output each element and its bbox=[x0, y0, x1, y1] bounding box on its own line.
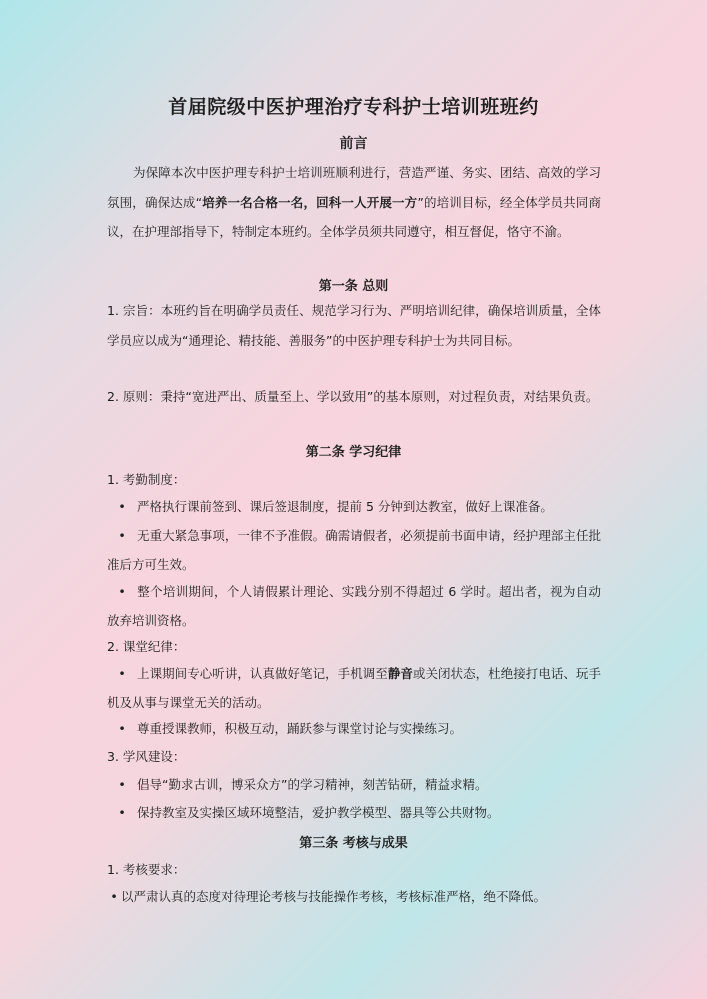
bullet-icon: • bbox=[118, 777, 126, 792]
document-title: 首届院级中医护理治疗专科护士培训班班约 bbox=[168, 96, 539, 118]
bullet-icon: • bbox=[110, 889, 118, 904]
list-item bbox=[107, 798, 601, 827]
preface-paragraph bbox=[107, 158, 601, 247]
article3-heading: 第三条 考核与成果 bbox=[299, 836, 408, 851]
list-item bbox=[107, 882, 601, 911]
article2-sub2: 2. 课堂纪律： bbox=[107, 639, 186, 654]
bullet-icon: • bbox=[118, 528, 126, 543]
list-item bbox=[107, 770, 601, 799]
article1-item1: 1. 宗旨：本班约旨在明确学员责任、规范学习行为、严明培训纪律，确保培训质量，全体学员应以成为“通理论、精技能、善服务”的中医护理专科护士为共同目标。 bbox=[107, 303, 601, 348]
list-item bbox=[107, 492, 601, 521]
list-item-text: 倡导“勤求古训，博采众方”的学习精神，刻苦钻研，精益求精。 bbox=[137, 777, 488, 792]
article1-heading: 第一条 总则 bbox=[318, 279, 389, 294]
article3-sub1: 1. 考核要求： bbox=[107, 862, 186, 877]
list-item-text: 或关闭状态，杜绝接打电话、玩手机及从事与课堂无关的活动。 bbox=[107, 666, 601, 710]
list-item-text: 整个培训期间，个人请假累计理论、实践分别不得超过 6 学时。超出者，视为自动放弃培训资格。 bbox=[107, 584, 601, 628]
preface-heading: 前言 bbox=[339, 136, 368, 152]
list-item-text: 保持教室及实操区域环境整洁，爱护教学模型、器具等公共财物。 bbox=[137, 805, 500, 820]
list-item-text: 尊重授课教师，积极互动，踊跃参与课堂讨论与实操练习。 bbox=[137, 721, 463, 736]
article2-heading: 第二条 学习纪律 bbox=[305, 445, 402, 460]
bullet-icon: • bbox=[118, 805, 126, 820]
list-item bbox=[107, 714, 601, 743]
preface-goal-bold: 培养一名合格一名，回科一人开展一方 bbox=[202, 194, 418, 210]
preface-text-a: 为保障本次中医护理专科护士培训班顺利进行，营造严谨、务实、团结、高效的学习氛围，确保达成“ bbox=[107, 165, 601, 210]
preface-text-b: ”的培训目标，经全体学员共同商议，在护理部指导下，特制定本班约。全体学员须共同遵守，相互督促，恪守不渝。 bbox=[107, 194, 601, 239]
list-item-text: 以严肃认真的态度对待理论考核与技能操作考核，考核标准严格，绝不降低。 bbox=[121, 889, 547, 904]
article1-item2: 2. 原则：秉持“宽进严出、质量至上、学以致用”的基本原则，对过程负责，对结果负责。 bbox=[107, 389, 599, 404]
list-item bbox=[107, 521, 601, 579]
article2-sub3: 3. 学风建设： bbox=[107, 749, 186, 764]
list-item bbox=[107, 577, 601, 635]
list-item-text: 上课期间专心听讲，认真做好笔记，手机调至 bbox=[137, 666, 388, 681]
list-item bbox=[107, 659, 601, 717]
list-item-text: 无重大紧急事项，一律不予准假。确需请假者，必须提前书面申请，经护理部主任批准后方可生效。 bbox=[107, 528, 601, 572]
bullet-icon: • bbox=[118, 499, 126, 514]
bullet-icon: • bbox=[118, 666, 126, 681]
bullet-icon: • bbox=[118, 721, 126, 736]
bullet-icon: • bbox=[118, 584, 126, 599]
list-item-text: 严格执行课前签到、课后签退制度，提前 5 分钟到达教室，做好上课准备。 bbox=[137, 499, 553, 514]
article2-sub1: 1. 考勤制度： bbox=[107, 472, 186, 487]
silent-bold: 静音 bbox=[387, 666, 413, 681]
